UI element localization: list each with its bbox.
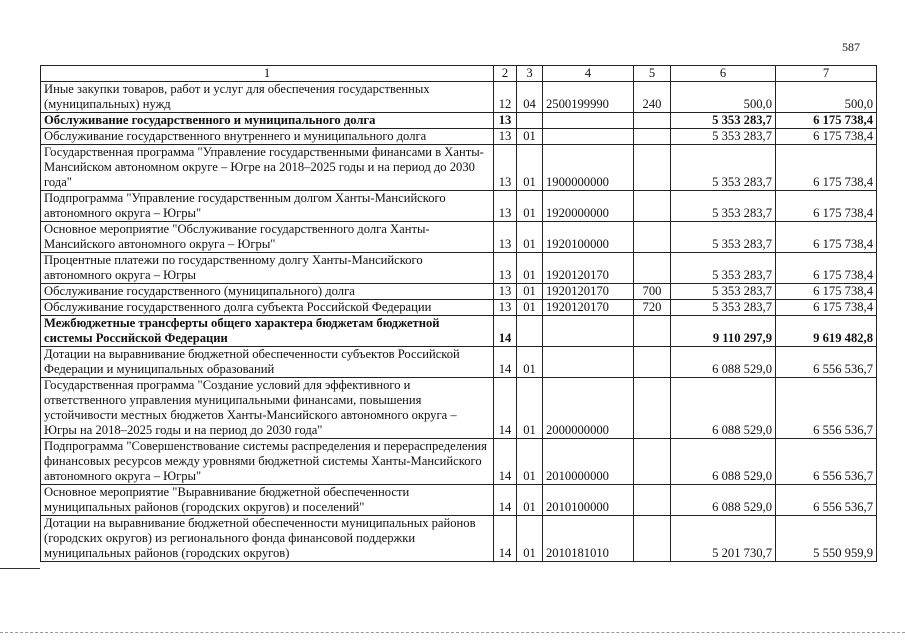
header-cell-subsection: 3 bbox=[517, 66, 543, 82]
scan-bottom-line bbox=[0, 632, 905, 633]
header-cell-section: 2 bbox=[494, 66, 517, 82]
table-header-row bbox=[41, 66, 877, 82]
cell-target-code: 1920120170 bbox=[543, 284, 634, 300]
cell-amount-col6: 5 353 283,7 bbox=[671, 253, 776, 284]
cell-section: 14 bbox=[494, 378, 517, 439]
cell-subsection: 01 bbox=[517, 300, 543, 316]
cell-target-code bbox=[543, 316, 634, 347]
cell-section: 14 bbox=[494, 316, 517, 347]
cell-expense-type bbox=[634, 222, 671, 253]
cell-expense-type: 240 bbox=[634, 82, 671, 113]
cell-expense-type bbox=[634, 439, 671, 485]
cell-subsection: 01 bbox=[517, 485, 543, 516]
table-row bbox=[41, 253, 877, 284]
table-row bbox=[41, 347, 877, 378]
cell-target-code: 2010000000 bbox=[543, 439, 634, 485]
cell-target-code: 1920120170 bbox=[543, 253, 634, 284]
cell-name: Подпрограмма "Совершенствование системы распределения и перераспределения финансовых ресурсов между уровнями бюджетной системы Ханты-Мансийского автономного округа – Югры" bbox=[41, 439, 494, 485]
cell-target-code: 2010181010 bbox=[543, 516, 634, 562]
cell-name: Государственная программа "Управление государственными финансами в Ханты-Мансийском автономном округе – Югре на 2018–2025 годы и на период до 2030 года" bbox=[41, 145, 494, 191]
cell-target-code: 2010100000 bbox=[543, 485, 634, 516]
table-row bbox=[41, 316, 877, 347]
cell-subsection: 01 bbox=[517, 347, 543, 378]
cell-amount-col7: 6 556 536,7 bbox=[776, 439, 877, 485]
table-row bbox=[41, 82, 877, 113]
cell-amount-col7: 6 175 738,4 bbox=[776, 113, 877, 129]
cell-subsection: 01 bbox=[517, 222, 543, 253]
cell-subsection: 01 bbox=[517, 129, 543, 145]
cell-section: 13 bbox=[494, 222, 517, 253]
cell-section: 13 bbox=[494, 284, 517, 300]
cell-name: Подпрограмма "Управление государственным долгом Ханты-Мансийского автономного округа – Югры" bbox=[41, 191, 494, 222]
cell-expense-type bbox=[634, 516, 671, 562]
cell-amount-col6: 5 353 283,7 bbox=[671, 222, 776, 253]
table-row bbox=[41, 284, 877, 300]
cell-name: Иные закупки товаров, работ и услуг для обеспечения государственных (муниципальных) нужд bbox=[41, 82, 494, 113]
cell-target-code bbox=[543, 113, 634, 129]
cell-name: Дотации на выравнивание бюджетной обеспеченности муниципальных районов (городских округов) из регионального фонда финансовой поддержки муниципальных районов (городских округов) bbox=[41, 516, 494, 562]
cell-expense-type bbox=[634, 485, 671, 516]
page-number: 587 bbox=[842, 40, 860, 54]
budget-table bbox=[40, 65, 877, 562]
cell-subsection: 01 bbox=[517, 439, 543, 485]
table-row bbox=[41, 378, 877, 439]
cell-expense-type: 720 bbox=[634, 300, 671, 316]
cell-section: 14 bbox=[494, 485, 517, 516]
header-cell-target-code: 4 bbox=[543, 66, 634, 82]
cell-target-code: 2000000000 bbox=[543, 378, 634, 439]
cell-amount-col6: 9 110 297,9 bbox=[671, 316, 776, 347]
cell-subsection: 01 bbox=[517, 284, 543, 300]
cell-amount-col6: 6 088 529,0 bbox=[671, 485, 776, 516]
cell-section: 14 bbox=[494, 347, 517, 378]
cell-amount-col7: 6 556 536,7 bbox=[776, 485, 877, 516]
cell-target-code: 1900000000 bbox=[543, 145, 634, 191]
cell-name: Дотации на выравнивание бюджетной обеспеченности субъектов Российской Федерации и муниципальных образований bbox=[41, 347, 494, 378]
cell-name: Обслуживание государственного внутреннего и муниципального долга bbox=[41, 129, 494, 145]
table-row bbox=[41, 222, 877, 253]
cell-amount-col7: 6 556 536,7 bbox=[776, 347, 877, 378]
cell-amount-col7: 6 175 738,4 bbox=[776, 222, 877, 253]
cell-section: 13 bbox=[494, 300, 517, 316]
header-cell-amount-col7: 7 bbox=[776, 66, 877, 82]
cell-amount-col6: 6 088 529,0 bbox=[671, 439, 776, 485]
table-row bbox=[41, 145, 877, 191]
cell-subsection: 01 bbox=[517, 191, 543, 222]
cell-amount-col7: 6 175 738,4 bbox=[776, 129, 877, 145]
cell-expense-type bbox=[634, 145, 671, 191]
cell-amount-col6: 6 088 529,0 bbox=[671, 378, 776, 439]
cell-amount-col7: 6 175 738,4 bbox=[776, 284, 877, 300]
cell-section: 13 bbox=[494, 113, 517, 129]
cell-name: Процентные платежи по государственному долгу Ханты-Мансийского автономного округа – Югры bbox=[41, 253, 494, 284]
cell-name: Межбюджетные трансферты общего характера бюджетам бюджетной системы Российской Федерации bbox=[41, 316, 494, 347]
cell-amount-col6: 5 353 283,7 bbox=[671, 145, 776, 191]
cell-name: Обслуживание государственного (муниципального) долга bbox=[41, 284, 494, 300]
cell-amount-col7: 6 175 738,4 bbox=[776, 253, 877, 284]
cell-section: 13 bbox=[494, 145, 517, 191]
cell-expense-type: 700 bbox=[634, 284, 671, 300]
cell-expense-type bbox=[634, 378, 671, 439]
cell-name: Обслуживание государственного долга субъекта Российской Федерации bbox=[41, 300, 494, 316]
cell-amount-col6: 5 353 283,7 bbox=[671, 129, 776, 145]
cell-subsection bbox=[517, 113, 543, 129]
cell-name: Обслуживание государственного и муниципального долга bbox=[41, 113, 494, 129]
table-row bbox=[41, 439, 877, 485]
cell-amount-col7: 6 175 738,4 bbox=[776, 191, 877, 222]
cell-section: 13 bbox=[494, 253, 517, 284]
cell-target-code: 1920000000 bbox=[543, 191, 634, 222]
cell-amount-col6: 500,0 bbox=[671, 82, 776, 113]
table-row bbox=[41, 516, 877, 562]
table-row bbox=[41, 129, 877, 145]
cell-expense-type bbox=[634, 347, 671, 378]
cell-amount-col7: 5 550 959,9 bbox=[776, 516, 877, 562]
cell-subsection: 01 bbox=[517, 253, 543, 284]
cell-amount-col6: 5 353 283,7 bbox=[671, 113, 776, 129]
cell-section: 12 bbox=[494, 82, 517, 113]
cell-subsection: 01 bbox=[517, 516, 543, 562]
cell-target-code bbox=[543, 347, 634, 378]
cell-amount-col6: 5 353 283,7 bbox=[671, 284, 776, 300]
table-row bbox=[41, 485, 877, 516]
cell-expense-type bbox=[634, 316, 671, 347]
cell-target-code: 2500199990 bbox=[543, 82, 634, 113]
header-cell-expense-type: 5 bbox=[634, 66, 671, 82]
cell-subsection: 01 bbox=[517, 378, 543, 439]
cell-section: 14 bbox=[494, 516, 517, 562]
cell-subsection: 04 bbox=[517, 82, 543, 113]
cell-subsection bbox=[517, 316, 543, 347]
cell-section: 13 bbox=[494, 129, 517, 145]
cell-expense-type bbox=[634, 253, 671, 284]
cell-subsection: 01 bbox=[517, 145, 543, 191]
cell-amount-col6: 5 201 730,7 bbox=[671, 516, 776, 562]
scan-edge-line bbox=[0, 568, 40, 569]
cell-expense-type bbox=[634, 113, 671, 129]
table-row bbox=[41, 113, 877, 129]
cell-section: 14 bbox=[494, 439, 517, 485]
cell-amount-col6: 6 088 529,0 bbox=[671, 347, 776, 378]
cell-amount-col6: 5 353 283,7 bbox=[671, 191, 776, 222]
cell-name: Государственная программа "Создание условий для эффективного и ответственного управления муниципальными финансами, повышения устойчивости местных бюджетов Ханты-Мансийского автономного округа – Югры на 2018–2025 годы и на период до 2030 года" bbox=[41, 378, 494, 439]
cell-amount-col6: 5 353 283,7 bbox=[671, 300, 776, 316]
cell-name: Основное мероприятие "Обслуживание государственного долга Ханты-Мансийского автономного округа – Югры" bbox=[41, 222, 494, 253]
cell-amount-col7: 9 619 482,8 bbox=[776, 316, 877, 347]
cell-amount-col7: 6 175 738,4 bbox=[776, 145, 877, 191]
cell-section: 13 bbox=[494, 191, 517, 222]
cell-target-code: 1920100000 bbox=[543, 222, 634, 253]
cell-target-code bbox=[543, 129, 634, 145]
cell-amount-col7: 6 175 738,4 bbox=[776, 300, 877, 316]
cell-amount-col7: 500,0 bbox=[776, 82, 877, 113]
cell-amount-col7: 6 556 536,7 bbox=[776, 378, 877, 439]
cell-name: Основное мероприятие "Выравнивание бюджетной обеспеченности муниципальных районов (городских округов) и поселений" bbox=[41, 485, 494, 516]
header-cell-amount-col6: 6 bbox=[671, 66, 776, 82]
cell-expense-type bbox=[634, 191, 671, 222]
table-row bbox=[41, 191, 877, 222]
cell-expense-type bbox=[634, 129, 671, 145]
table-row bbox=[41, 300, 877, 316]
header-cell-name: 1 bbox=[41, 66, 494, 82]
cell-target-code: 1920120170 bbox=[543, 300, 634, 316]
